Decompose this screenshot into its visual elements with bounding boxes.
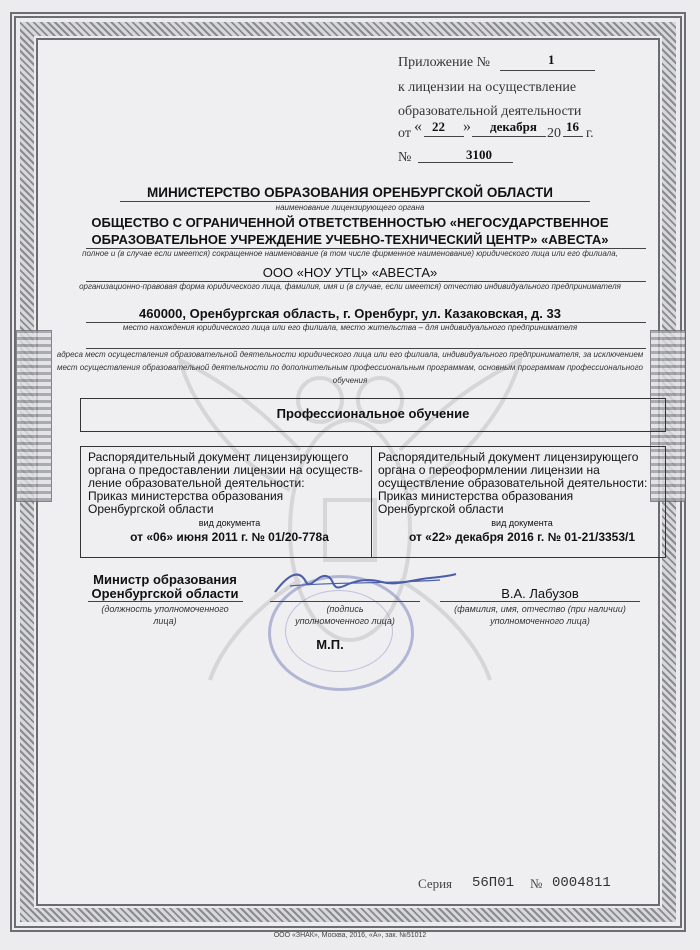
- licensee-full-name-line1: ОБЩЕСТВО С ОГРАНИЧЕННОЙ ОТВЕТСТВЕННОСТЬЮ «НЕГОСУДАРСТВЕННОЕ: [91, 215, 609, 230]
- series-code: 56П01: [472, 875, 515, 891]
- year-prefix: 20: [547, 126, 561, 141]
- date-month: декабря: [490, 119, 537, 134]
- series-number: 0004811: [552, 875, 611, 891]
- left-document: [88, 451, 363, 516]
- appendix-label: Приложение №: [398, 55, 490, 70]
- printer-imprint: ООО «ЗНАК», Москва, 2016, «А», зак. №51012: [273, 932, 427, 939]
- appendix-line2: к лицензии на осуществление: [398, 80, 577, 95]
- position-caption-line2: лица): [153, 616, 177, 626]
- series-number-sign: №: [530, 876, 543, 891]
- date-prefix: от: [398, 126, 411, 141]
- series-label: Серия: [418, 876, 453, 891]
- left-doc-reference: от «06» июня 2011 г. № 01/20-778а: [130, 530, 329, 544]
- short-name-caption: организационно-правовая форма юридического лица, фамилия, имя и (в случае, если имеется) отчество индивидуального предпринимателя: [79, 282, 621, 291]
- appendix-number: 1: [548, 52, 555, 67]
- stamp-place-label: М.П.: [316, 637, 344, 652]
- activity-caption-line1: адреса мест осуществления образовательной деятельности юридического лица или его филиала, индивидуального предпринимателя, за исключением: [56, 350, 644, 359]
- license-sheet: Приложение № 1 к лицензии на осуществление образовательной деятельности от « 22 » декабря 20 16 г. № 3100 МИНИСТЕРСТВО ОБРАЗОВАНИЯ ОРЕНБУРГСКОЙ ОБЛАСТИ наименование лицензирующего органа ОБЩЕСТВО С ОГРАНИЧЕННОЙ ОТВЕТСТВЕННОСТЬЮ «НЕГОСУДАРСТВЕННОЕ ОБРАЗОВАТЕЛЬНОЕ УЧРЕЖДЕНИЕ УЧЕБНО-ТЕХНИЧЕСКИЙ ЦЕНТР» «АВЕСТА» полное и (в случае если имеется) сокращенное наименование (в том числе фирменное наименование) юридического лица или его филиала, ООО «НОУ УТЦ» «АВЕСТА» организационно-правовая форма юридического лица, фамилия, имя и (в случае, если имеется) отчество индивидуального предпринимателя 460000, Оренбургская область, г. Оренбург, ул. Казаковская, д. 33 место нахождения юридического лица или его филиала, место жительства – для индивидуального предпринимателя адреса мест осуществления образовательной деятельности юридического лица или его филиала, индивидуального предпринимателя, за исключением мест осуществления образовательной деятельности по дополнительным профессиональным программам, основным программам профессионального обучения Профессиональное обучение Распорядительный документ лицензирующего органа о предоставлении лицензии на осуществ- ление образовательной деятельности: Приказ министерства образования Оренбургской области вид документа от «06» июня 2011 г. № 01/20-778а Распорядительный документ лицензирующего органа о переоформлении лицензии на осуществление образовательной деятельности: Приказ министерства образования Оренбургской области вид документа от «22» декабря 2016 г. № 01-21/3353/1 Министр образования Оренбургской области (должность уполномоченного лица) (подпись уполномоченного лица) В.А. Лабузов (фамилия, имя, отчество (при наличии) уполномоченного лица) М.П. Серия 56П01 № 0004811 ООО «ЗНАК», Москва, 2016, «А», зак. №51012: [0, 0, 700, 950]
- right-doc-line5: Оренбургской области: [378, 502, 504, 516]
- signatory-name: В.А. Лабузов: [501, 586, 579, 601]
- full-name-caption: полное и (в случае если имеется) сокращенное наименование (в том числе фирменное наименование) юридического лица или его филиала,: [82, 249, 618, 258]
- left-doc-line5: Оренбургской области: [88, 502, 214, 516]
- official-seal-inner: [285, 590, 393, 672]
- left-doc-line4: Приказ министерства образования: [88, 489, 284, 503]
- left-doc-caption: вид документа: [198, 518, 261, 528]
- right-doc-line4: Приказ министерства образования: [378, 489, 574, 503]
- left-doc-line2: органа о предоставлении лицензии на осуществ-: [88, 463, 363, 477]
- handwritten-signature: [270, 562, 460, 602]
- signatory-position-line2: Оренбургской области: [91, 586, 239, 601]
- right-doc-reference: от «22» декабря 2016 г. № 01-21/3353/1: [408, 530, 636, 544]
- activity-caption-line2: мест осуществления образовательной деятельности по дополнительным профессиональным программам, основным программам профессионального: [57, 363, 643, 372]
- name-caption-line2: уполномоченного лица): [490, 616, 590, 626]
- licensee-address: 460000, Оренбургская область, г. Оренбург, ул. Казаковская, д. 33: [139, 306, 561, 321]
- name-caption-line1: (фамилия, имя, отчество (при наличии): [454, 604, 626, 614]
- right-document: [378, 451, 647, 516]
- authority-caption: наименование лицензирующего органа: [275, 203, 425, 212]
- signatory-position-line1: Министр образования: [93, 572, 237, 587]
- signature-caption-line1: (подпись: [326, 604, 364, 614]
- left-doc-line3: ление образовательной деятельности:: [88, 476, 305, 490]
- activity-caption-line3: обучения: [332, 376, 368, 385]
- position-caption-line1: (должность уполномоченного: [101, 604, 229, 614]
- documents-divider: [371, 446, 372, 558]
- date-year: 16: [566, 119, 579, 134]
- license-number-label: №: [398, 150, 412, 165]
- licensee-full-name-line2: ОБРАЗОВАТЕЛЬНОЕ УЧРЕЖДЕНИЕ УЧЕБНО-ТЕХНИЧЕСКИЙ ЦЕНТР» «АВЕСТА»: [91, 232, 609, 247]
- licensee-short-name: ООО «НОУ УТЦ» «АВЕСТА»: [262, 265, 438, 280]
- appendix-number-line: [500, 70, 595, 71]
- address-caption: место нахождения юридического лица или его филиала, место жительства – для индивидуального предпринимателя: [122, 323, 578, 332]
- appendix-line3: образовательной деятельности: [398, 104, 582, 119]
- right-doc-caption: вид документа: [491, 518, 553, 528]
- left-doc-line1: Распорядительный документ лицензирующего: [88, 450, 349, 464]
- date-day: 22: [432, 119, 445, 134]
- authority-name: МИНИСТЕРСТВО ОБРАЗОВАНИЯ ОРЕНБУРГСКОЙ ОБЛАСТИ: [147, 185, 553, 200]
- right-doc-line3: осуществление образовательной деятельности:: [378, 476, 648, 490]
- right-doc-line2: органа о переоформлении лицензии на: [378, 463, 600, 477]
- program-name: Профессиональное обучение: [276, 406, 470, 421]
- signature-caption-line2: уполномоченного лица): [295, 616, 395, 626]
- license-number: 3100: [466, 147, 492, 162]
- right-doc-line1: Распорядительный документ лицензирующего: [378, 450, 639, 464]
- year-suffix: г.: [586, 126, 594, 141]
